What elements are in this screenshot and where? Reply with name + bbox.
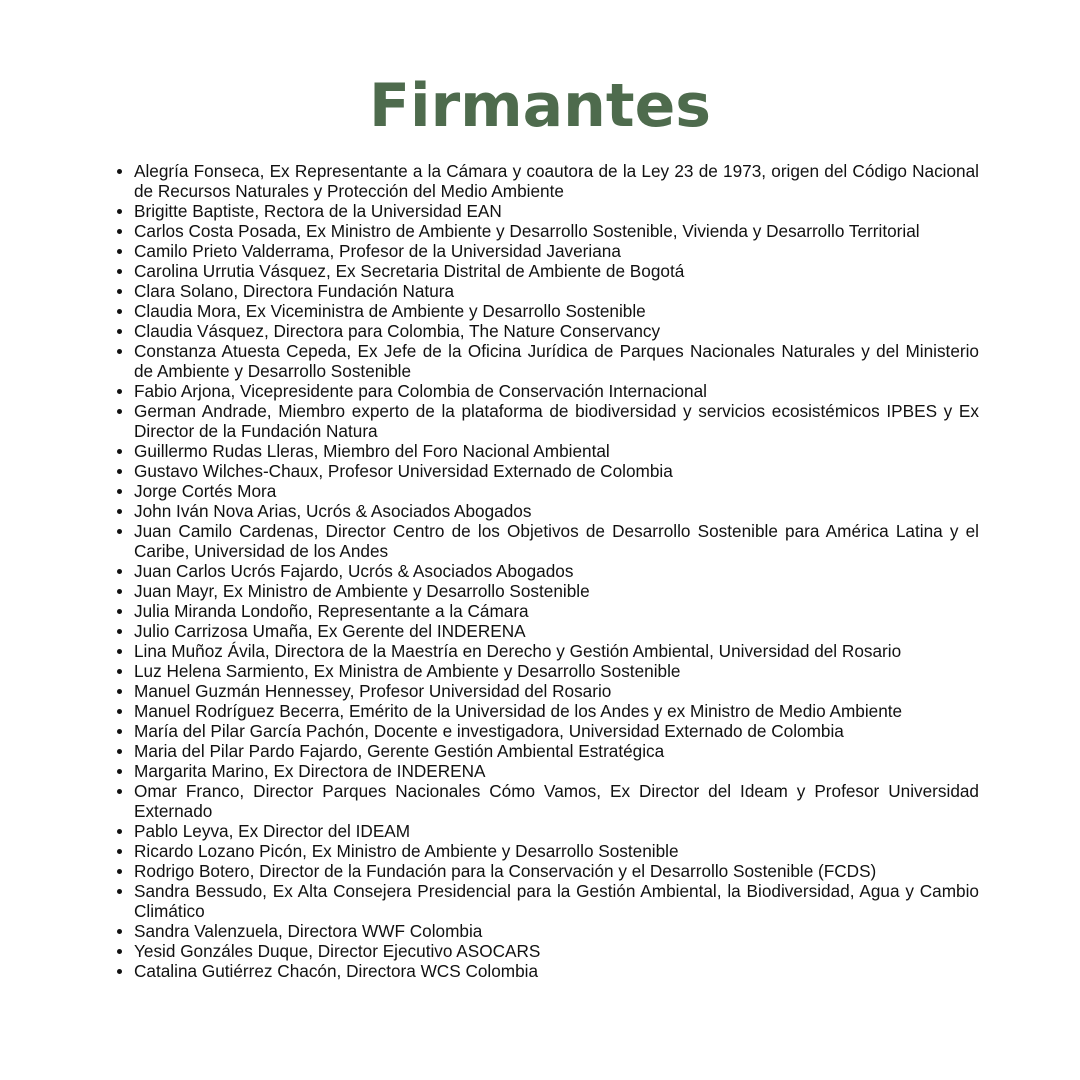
list-item — [134, 461, 979, 481]
bullet-icon — [117, 409, 122, 414]
signatory-text: Luz Helena Sarmiento, Ex Ministra de Ambiente y Desarrollo Sostenible — [134, 661, 681, 681]
signatory-text: Claudia Mora, Ex Viceministra de Ambiente y Desarrollo Sostenible — [134, 301, 646, 321]
signatory-text: John Iván Nova Arias, Ucrós & Asociados Abogados — [134, 501, 532, 521]
list-item — [134, 561, 979, 581]
signatory-text: German Andrade, Miembro experto de la plataforma de biodiversidad y servicios ecosistémicos IPBES y Ex Director de la Fundación Natura — [134, 401, 979, 441]
signatory-text: Juan Camilo Cardenas, Director Centro de los Objetivos de Desarrollo Sostenible para América Latina y el Caribe, Universidad de los Andes — [134, 521, 979, 561]
signatory-text: Claudia Vásquez, Directora para Colombia, The Nature Conservancy — [134, 321, 661, 341]
bullet-icon — [117, 289, 122, 294]
list-item — [134, 341, 979, 381]
bullet-icon — [117, 649, 122, 654]
bullet-icon — [117, 389, 122, 394]
signatory-text: Julia Miranda Londoño, Representante a la Cámara — [134, 601, 529, 621]
signatory-text: Omar Franco, Director Parques Nacionales Cómo Vamos, Ex Director del Ideam y Profesor Universidad Externado — [134, 781, 979, 821]
bullet-icon — [117, 469, 122, 474]
signatories-list — [134, 161, 979, 981]
bullet-icon — [117, 929, 122, 934]
bullet-icon — [117, 869, 122, 874]
list-item — [134, 701, 979, 721]
list-item — [134, 201, 979, 221]
bullet-icon — [117, 329, 122, 334]
bullet-icon — [117, 229, 122, 234]
bullet-icon — [117, 509, 122, 514]
signatory-text: Fabio Arjona, Vicepresidente para Colombia de Conservación Internacional — [134, 381, 707, 401]
list-item — [134, 841, 979, 861]
bullet-icon — [117, 729, 122, 734]
signatory-text: Rodrigo Botero, Director de la Fundación para la Conservación y el Desarrollo Sostenible (FCDS) — [134, 861, 877, 881]
bullet-icon — [117, 709, 122, 714]
list-item — [134, 621, 979, 641]
list-item — [134, 301, 979, 321]
list-item — [134, 501, 979, 521]
list-item — [134, 681, 979, 701]
bullet-icon — [117, 889, 122, 894]
list-item — [134, 881, 979, 921]
signatory-text: Constanza Atuesta Cepeda, Ex Jefe de la Oficina Jurídica de Parques Nacionales Naturales y del Ministerio de Ambiente y Desarrollo Sostenible — [134, 341, 979, 381]
list-item — [134, 321, 979, 341]
list-item — [134, 441, 979, 461]
signatory-text: Gustavo Wilches-Chaux, Profesor Universidad Externado de Colombia — [134, 461, 673, 481]
list-item — [134, 481, 979, 501]
bullet-icon — [117, 749, 122, 754]
signatory-text: Manuel Guzmán Hennessey, Profesor Universidad del Rosario — [134, 681, 612, 701]
list-item — [134, 761, 979, 781]
page-title: Firmantes — [369, 71, 711, 141]
list-item — [134, 381, 979, 401]
list-item — [134, 821, 979, 841]
signatory-text: Sandra Valenzuela, Directora WWF Colombia — [134, 921, 483, 941]
bullet-icon — [117, 609, 122, 614]
list-item — [134, 741, 979, 761]
signatory-text: Julio Carrizosa Umaña, Ex Gerente del INDERENA — [134, 621, 526, 641]
bullet-icon — [117, 269, 122, 274]
bullet-icon — [117, 449, 122, 454]
signatory-text: Catalina Gutiérrez Chacón, Directora WCS Colombia — [134, 961, 539, 981]
signatory-text: Carolina Urrutia Vásquez, Ex Secretaria Distrital de Ambiente de Bogotá — [134, 261, 685, 281]
list-item — [134, 581, 979, 601]
bullet-icon — [117, 629, 122, 634]
signatory-text: Guillermo Rudas Lleras, Miembro del Foro Nacional Ambiental — [134, 441, 610, 461]
bullet-icon — [117, 689, 122, 694]
bullet-icon — [117, 769, 122, 774]
bullet-icon — [117, 169, 122, 174]
bullet-icon — [117, 249, 122, 254]
bullet-icon — [117, 789, 122, 794]
bullet-icon — [117, 529, 122, 534]
bullet-icon — [117, 829, 122, 834]
bullet-icon — [117, 969, 122, 974]
list-item — [134, 261, 979, 281]
signatory-text: María del Pilar García Pachón, Docente e investigadora, Universidad Externado de Colombia — [134, 721, 844, 741]
signatory-text: Pablo Leyva, Ex Director del IDEAM — [134, 821, 411, 841]
list-item — [134, 661, 979, 681]
bullet-icon — [117, 349, 122, 354]
signatory-text: Alegría Fonseca, Ex Representante a la Cámara y coautora de la Ley 23 de 1973, origen del Código Nacional de Recursos Naturales y Protección del Medio Ambiente — [134, 161, 979, 201]
list-item — [134, 521, 979, 561]
list-item — [134, 221, 979, 241]
signatory-text: Maria del Pilar Pardo Fajardo, Gerente Gestión Ambiental Estratégica — [134, 741, 665, 761]
list-item — [134, 921, 979, 941]
list-item — [134, 641, 979, 661]
bullet-icon — [117, 209, 122, 214]
signatory-text: Lina Muñoz Ávila, Directora de la Maestría en Derecho y Gestión Ambiental, Universidad del Rosario — [134, 641, 902, 661]
signatory-text: Juan Carlos Ucrós Fajardo, Ucrós & Asociados Abogados — [134, 561, 574, 581]
list-item — [134, 401, 979, 441]
signatory-text: Manuel Rodríguez Becerra, Emérito de la Universidad de los Andes y ex Ministro de Medio Ambiente — [134, 701, 903, 721]
list-item — [134, 161, 979, 201]
signatory-text: Yesid Gonzáles Duque, Director Ejecutivo ASOCARS — [134, 941, 541, 961]
signatory-text: Jorge Cortés Mora — [134, 481, 277, 501]
list-item — [134, 241, 979, 261]
list-item — [134, 861, 979, 881]
bullet-icon — [117, 589, 122, 594]
list-item — [134, 281, 979, 301]
signatory-text: Margarita Marino, Ex Directora de INDERENA — [134, 761, 486, 781]
list-item — [134, 721, 979, 741]
bullet-icon — [117, 849, 122, 854]
bullet-icon — [117, 569, 122, 574]
bullet-icon — [117, 949, 122, 954]
signatory-text: Brigitte Baptiste, Rectora de la Universidad EAN — [134, 201, 502, 221]
signatory-text: Camilo Prieto Valderrama, Profesor de la Universidad Javeriana — [134, 241, 621, 261]
list-item — [134, 961, 979, 981]
list-item — [134, 601, 979, 621]
list-item — [134, 781, 979, 821]
signatory-text: Carlos Costa Posada, Ex Ministro de Ambiente y Desarrollo Sostenible, Vivienda y Desarrollo Territorial — [134, 221, 920, 241]
list-item — [134, 941, 979, 961]
signatory-text: Ricardo Lozano Picón, Ex Ministro de Ambiente y Desarrollo Sostenible — [134, 841, 679, 861]
signatory-text: Sandra Bessudo, Ex Alta Consejera Presidencial para la Gestión Ambiental, la Biodiversidad, Agua y Cambio Climático — [134, 881, 979, 921]
bullet-icon — [117, 309, 122, 314]
signatory-text: Clara Solano, Directora Fundación Natura — [134, 281, 455, 301]
bullet-icon — [117, 489, 122, 494]
signatory-text: Juan Mayr, Ex Ministro de Ambiente y Desarrollo Sostenible — [134, 581, 590, 601]
bullet-icon — [117, 669, 122, 674]
